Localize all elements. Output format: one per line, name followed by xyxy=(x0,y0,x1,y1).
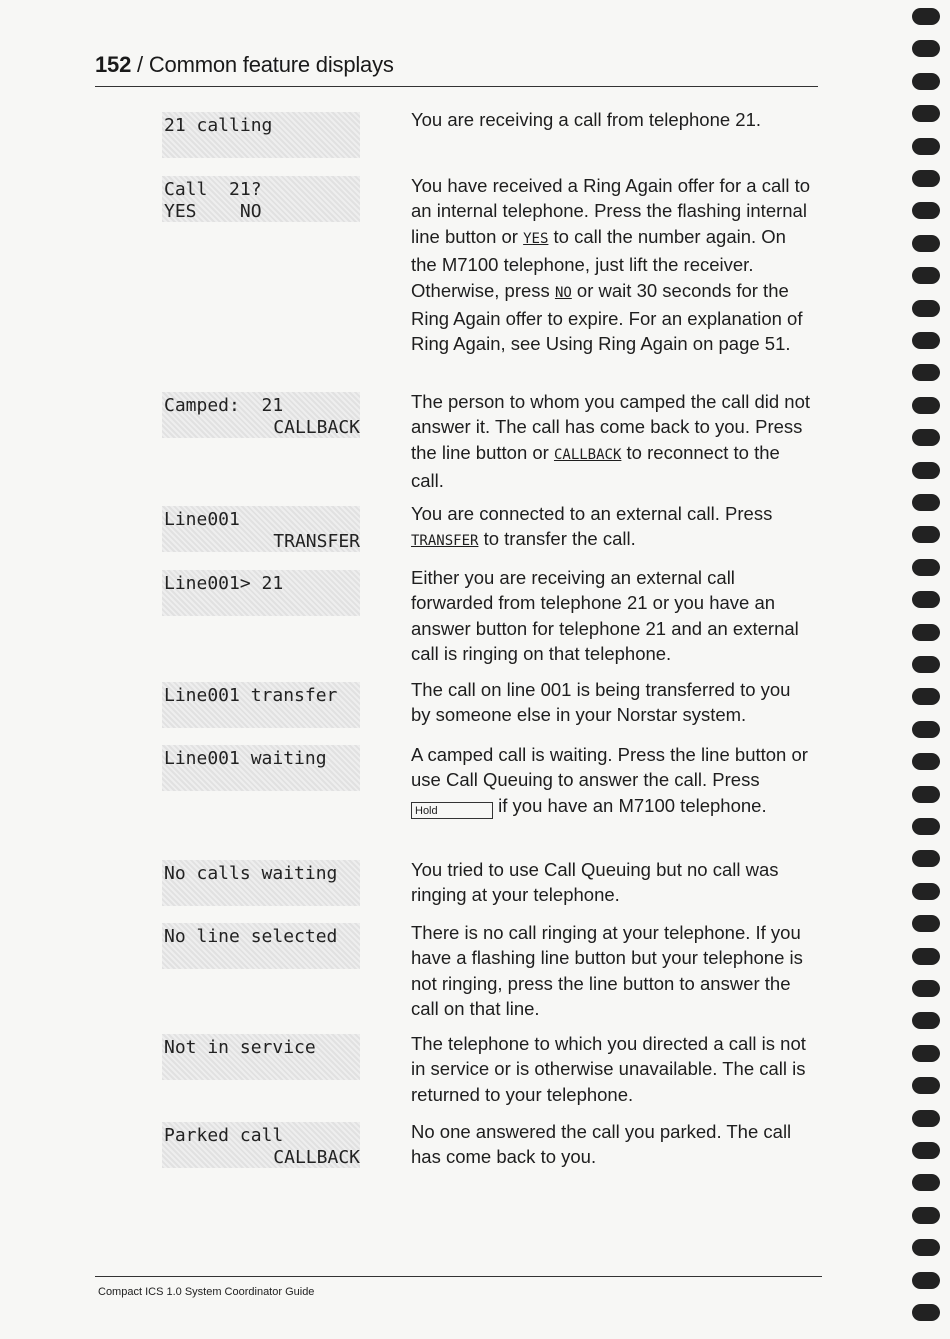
display-line-1: Not in service xyxy=(164,1037,316,1058)
yes-key: YES xyxy=(523,230,549,247)
binding-ring xyxy=(912,1077,940,1094)
binding-ring xyxy=(912,656,940,673)
display-readout xyxy=(162,860,360,906)
binding-ring xyxy=(912,526,940,543)
entry-description: A camped call is waiting. Press the line button or use Call Queuing to answer the call. Press Hold if you have an M7100 telephone. xyxy=(411,744,808,817)
display-readout xyxy=(162,923,360,969)
entry-description: The telephone to which you directed a call is not in service or is otherwise unavailable. The call is returned to your telephone. xyxy=(411,1033,806,1105)
binding-ring xyxy=(912,688,940,705)
binding-ring xyxy=(912,170,940,187)
page-header xyxy=(95,52,394,78)
display-line-2: CALLBACK xyxy=(273,417,360,438)
header-rule xyxy=(95,86,818,87)
binding-ring xyxy=(912,1045,940,1062)
binding-ring xyxy=(912,753,940,770)
display-line-1: Call 21? xyxy=(164,179,262,200)
binding-ring xyxy=(912,105,940,122)
display-line-2: TRANSFER xyxy=(273,531,360,552)
binding-ring xyxy=(912,267,940,284)
transfer-key: TRANSFER xyxy=(411,533,479,550)
footer-rule xyxy=(95,1276,822,1277)
display-line-1: Line001> 21 xyxy=(164,573,284,594)
entry-description: You have received a Ring Again offer for a call to an internal telephone. Press the flashing internal line button or YES to call the number again. On the M7100 telephone, just lift the receiver. Otherwise, press NO or wait 30 seconds for the Ring Again offer to expire. For an explanation of Ring Again, see Using Ring Again on page 51. xyxy=(411,175,811,355)
entry-description: You tried to use Call Queuing but no call was ringing at your telephone. xyxy=(411,859,779,906)
display-line-1: Line001 waiting xyxy=(164,748,327,769)
display-line-1: Camped: 21 xyxy=(164,395,284,416)
no-key: NO xyxy=(554,284,572,301)
entry-description: The person to whom you camped the call did not answer it. The call has come back to you. Press the line button or CALLBACK to reconnect to the call. xyxy=(411,391,811,492)
binding-ring xyxy=(912,948,940,965)
display-line-2: CALLBACK xyxy=(273,1147,360,1168)
display-line-1: No calls waiting xyxy=(164,863,338,884)
binding-ring xyxy=(912,721,940,738)
page-footer: Compact ICS 1.0 System Coordinator Guide xyxy=(98,1286,315,1298)
display-readout xyxy=(162,570,360,616)
display-line-1: Line001 transfer xyxy=(164,685,338,706)
entry-description: No one answered the call you parked. The call has come back to you. xyxy=(411,1121,792,1168)
display-readout xyxy=(162,1034,360,1080)
binding-ring xyxy=(912,202,940,219)
entry-description: You are connected to an external call. Press TRANSFER to transfer the call. xyxy=(411,503,773,550)
spiral-binding xyxy=(908,0,950,1339)
binding-ring xyxy=(912,138,940,155)
page-number: 152 xyxy=(95,52,132,77)
binding-ring xyxy=(912,1272,940,1289)
display-readout xyxy=(162,176,360,222)
display-readout xyxy=(162,506,360,552)
binding-ring xyxy=(912,8,940,25)
binding-ring xyxy=(912,235,940,252)
binding-ring xyxy=(912,1110,940,1127)
binding-ring xyxy=(912,73,940,90)
display-readout xyxy=(162,682,360,728)
display-line-1: 21 calling xyxy=(164,115,273,136)
binding-ring xyxy=(912,429,940,446)
binding-ring xyxy=(912,591,940,608)
binding-ring xyxy=(912,980,940,997)
display-line-1: Parked call xyxy=(164,1125,284,1146)
binding-ring xyxy=(912,850,940,867)
callback-key: CALLBACK xyxy=(553,446,622,463)
display-readout xyxy=(162,745,360,791)
entry-description: Either you are receiving an external call forwarded from telephone 21 or you have an answer button for telephone 21 and an external call is ringing on that telephone. xyxy=(411,567,799,665)
section-title: / Common feature displays xyxy=(131,52,394,77)
display-readout xyxy=(162,112,360,158)
display-line-1: Line001 xyxy=(164,509,240,530)
binding-ring xyxy=(912,494,940,511)
entry-description: There is no call ringing at your telephone. If you have a flashing line button but your telephone is not ringing, press the line button to answer the call on that line. xyxy=(411,922,803,1020)
binding-ring xyxy=(912,332,940,349)
binding-ring xyxy=(912,624,940,641)
display-line-2: YES NO xyxy=(164,201,262,222)
binding-ring xyxy=(912,1304,940,1321)
entry-description: You are receiving a call from telephone 21. xyxy=(411,109,762,130)
binding-ring xyxy=(912,364,940,381)
binding-ring xyxy=(912,559,940,576)
display-line-1: No line selected xyxy=(164,926,338,947)
binding-ring xyxy=(912,1012,940,1029)
binding-ring xyxy=(912,915,940,932)
binding-ring xyxy=(912,462,940,479)
binding-ring xyxy=(912,786,940,803)
binding-ring xyxy=(912,40,940,57)
binding-ring xyxy=(912,1174,940,1191)
display-readout xyxy=(162,392,360,438)
binding-ring xyxy=(912,300,940,317)
binding-ring xyxy=(912,1207,940,1224)
binding-ring xyxy=(912,818,940,835)
binding-ring xyxy=(912,883,940,900)
binding-ring xyxy=(912,1239,940,1256)
display-readout xyxy=(162,1122,360,1168)
binding-ring xyxy=(912,1142,940,1159)
entry-description: The call on line 001 is being transferred to you by someone else in your Norstar system. xyxy=(411,679,791,726)
hold-key: Hold xyxy=(411,802,493,819)
binding-ring xyxy=(912,397,940,414)
